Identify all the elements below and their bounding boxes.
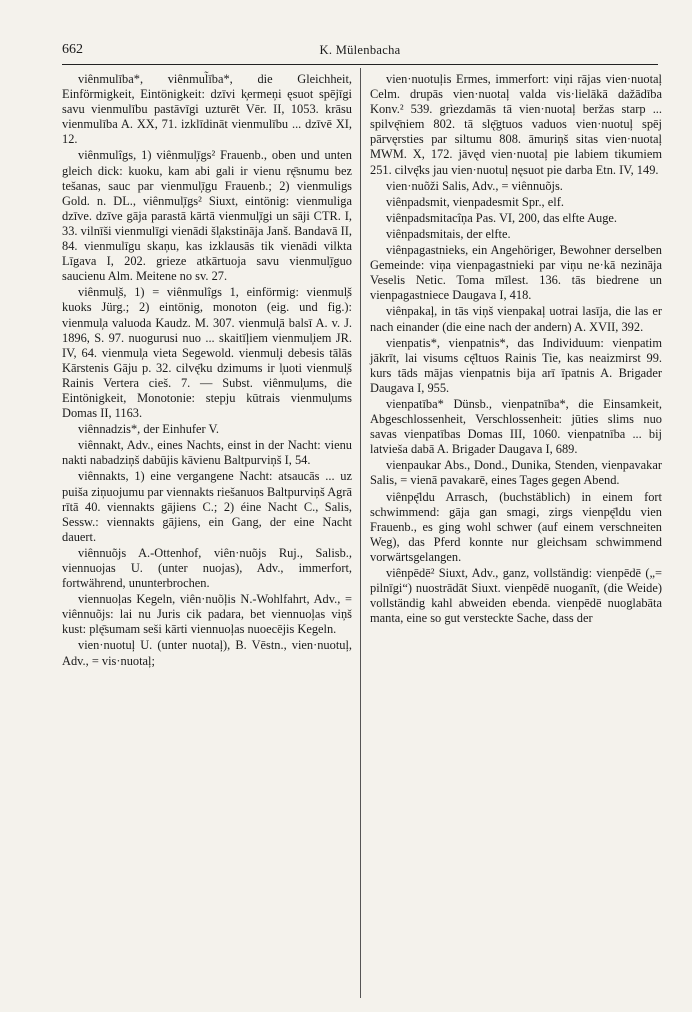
dictionary-entry: viênnakts, 1) eine vergangene Nacht: atsaucās ... uz puiša ziņuojumu par viennakts riešanuos Baltpurviņš Agrā rītā 40. viennakts gājiens C.; 2) éine Nacht C., Salis, Sessw.: viennakts gājiens, ein Gang, der eine Nacht dauert.	[62, 469, 352, 544]
right-column	[370, 72, 662, 626]
dictionary-entry: viennuoļas Kegeln, viên·nuõļis N.-Wohlfahrt, Adv., = viênnuõjs: lai nu Juris cik padara, bet viennuoļas viņš kust: plę̄sumam seši kārti viennuoļas nuoecējis Kegeln.	[62, 592, 352, 637]
page-number: 662	[62, 42, 83, 57]
dictionary-entry: vienpatība* Dünsb., vienpatnība*, die Einsamkeit, Abgeschlossenheit, Verschlossenheit: jūties slims nuo savas vienpatības Domas III, 1060. vienpatnība ... bij latvieša dabā A. Brigader Daugava I, 689.	[370, 396, 662, 457]
dictionary-entry: vienpatis*, vienpatnis*, das Individuum: vienpatim jākrīt, lai visums cę̄ltuos Rainis Tie, kas neaizmirst 99. kurs tāds mājas vienpatnis bija arī īpatnis A. Brigader Daugava I, 955.	[370, 335, 662, 395]
dictionary-entry: viênmul̦š, 1) = viênmulîgs 1, einförmig: vienmul̦š kuoks Jürg.; 2) eintönig, monoton (eig. und fig.): vienmul̦a valuoda Kaudz. M. 307. vienmul̦ā balsī A. v. J. 1896, S. 97. nuogurusi nuo ... skaitīļiem vienmul̦iem JR. IV, 64. vienmul̦a vieta Segewold. vienmul̦i debesis tālās Kārstenis Gāju p. 32. cilvę̄ku dzimums ir l̦uoti vienmul̦š Rainis Vertera cieš. 7. — Subst. viênmul̦ums, die Eintönigkeit, Monotonie: stepju kūtrais vienmul̦ums Domas II, 1163.	[62, 285, 352, 421]
page-header	[62, 42, 658, 65]
dictionary-entry: viênpę̄ldu Arrasch, (buchstäblich) in einem fort schwimmend: gāja gan smagi, zirgs vienpę̄ldu vien Frauenb., es ging wohl schwer (auf einem verschneiten Weg), das Pferd konnte nur gleichsam schwimmend vorwärtsgelangen.	[370, 489, 662, 564]
dictionary-entry: viênnuõjs A.-Ottenhof, viên·nuõjs Ruj., Salisb., viennuojas U. (unter nuojas), Adv., immerfort, fortwährend, ununterbrochen.	[62, 545, 352, 591]
dictionary-entry: viênnadzis*, der Einhufer V.	[78, 422, 219, 437]
dictionary-entry: viênpadsmitacîņa Pas. VI, 200, das elfte Auge.	[386, 210, 618, 225]
dictionary-entry: viênpadsmitais, der elfte.	[386, 226, 511, 241]
dictionary-entry: vien·nuotuļ U. (unter nuotaļ), B. Vēstn., vien·nuotuļ, Adv., = vis·nuotaļ;	[62, 638, 352, 668]
dictionary-entry: viênpēdē² Siuxt, Adv., ganz, vollständig: vienpēdē („= pilnīgi“) nuostrādāt Siuxt. vienpēdē nuoganīt, (die Weide) vollständig kahl abweiden ebenda. vienpēdē nuoglabāta manta, eine so gut versteckte Sache, dass der	[370, 566, 662, 626]
dictionary-entry: vien·nuotuļis Ermes, immerfort: viņi rājas vien·nuotaļ Celm. drupās vien·nuotaļ valda vis·lielākā dažādība Konv.² 539. grìezdamās tā vien·nuotaļ beržas starp ... spilvę̄niem 802. tā slę̄gtuos vaduos vien·nuotuļ spēj pārvęrsties par siltumu 808. āmuriņš sitas vien·nuotaļ MWM. X, 172. jāvęd vien·nuotaļ pie labiem tikumiem 251. cilvę̄ks jau vien·nuotuļ nęsuot pie darba Etn. IV, 149.	[370, 72, 662, 177]
dictionary-entry: vien·nuõži Salis, Adv., = viênnuõjs.	[386, 178, 563, 193]
dictionary-entry: viênmulība*, viênmul̃ība*, die Gleichheit, Einförmigkeit, Eintönigkeit: dzīvi k̦ermeņi ęsuot spējīgi savu vienmulību pastāvīgi uzturēt Vēr. II, 1053. krāsu vienmulība A. XX, 71. izklīdināt vienmulību ... dzīvē XI, 12.	[62, 72, 352, 147]
dictionary-entry: viênpakaļ, in tās viņš vienpakaļ uotrai lasīja, die las er nach einander (die eine nach der andern) A. XVII, 392.	[370, 304, 662, 334]
dictionary-entry: viênmulîgs, 1) viênmul̦īgs² Frauenb., oben und unten gleich dick: kuoku, kam abi gali ir vienu rę̄snumu bez tešanas, sauc par vienmul̦īgu Frauenb.; 2) vienmuligs Gold. n. DL., viênmul̦īgs² Siuxt, eintönig: vienmuliga dzīve. dzīve gāja parastā kārtā vienmul̦īgi un sāji CTR. I, 33. vilnīši vienmulīgi vienādi šl̦akstināja Janš. Bandavā II, 84. vienmulīgu skaņu, kas izklausās tik vienādi vilkta Līgava I, 202. grieze atkārtuoja savu vienmul̦īguo saucienu Alm. Meitene no sv. 27.	[62, 148, 352, 284]
running-head: K. Mülenbacha	[319, 43, 401, 57]
dictionary-entry: viênpagastnieks, ein Angehöriger, Bewohner derselben Gemeinde: viņa vienpagastnieki par viņu ne·kā nezināja Veselis Netic. Toma mīlest. 136. tās biedrene un vienpagastniece Daugava I, 418.	[370, 243, 662, 303]
dictionary-entry: viênpadsmit, vienpadesmit Spr., elf.	[386, 194, 564, 209]
dictionary-entry: vienpaukar Abs., Dond., Dunika, Stenden, vienpavakar Salis, = vienā pavakarē, eines Tages gegen Abend.	[370, 458, 662, 488]
left-column	[62, 72, 352, 669]
dictionary-entry: viênnakt, Adv., eines Nachts, einst in der Nacht: vienu nakti nabadziņš dabūjis kāvienu Baltpurviņš I, 54.	[62, 438, 352, 468]
